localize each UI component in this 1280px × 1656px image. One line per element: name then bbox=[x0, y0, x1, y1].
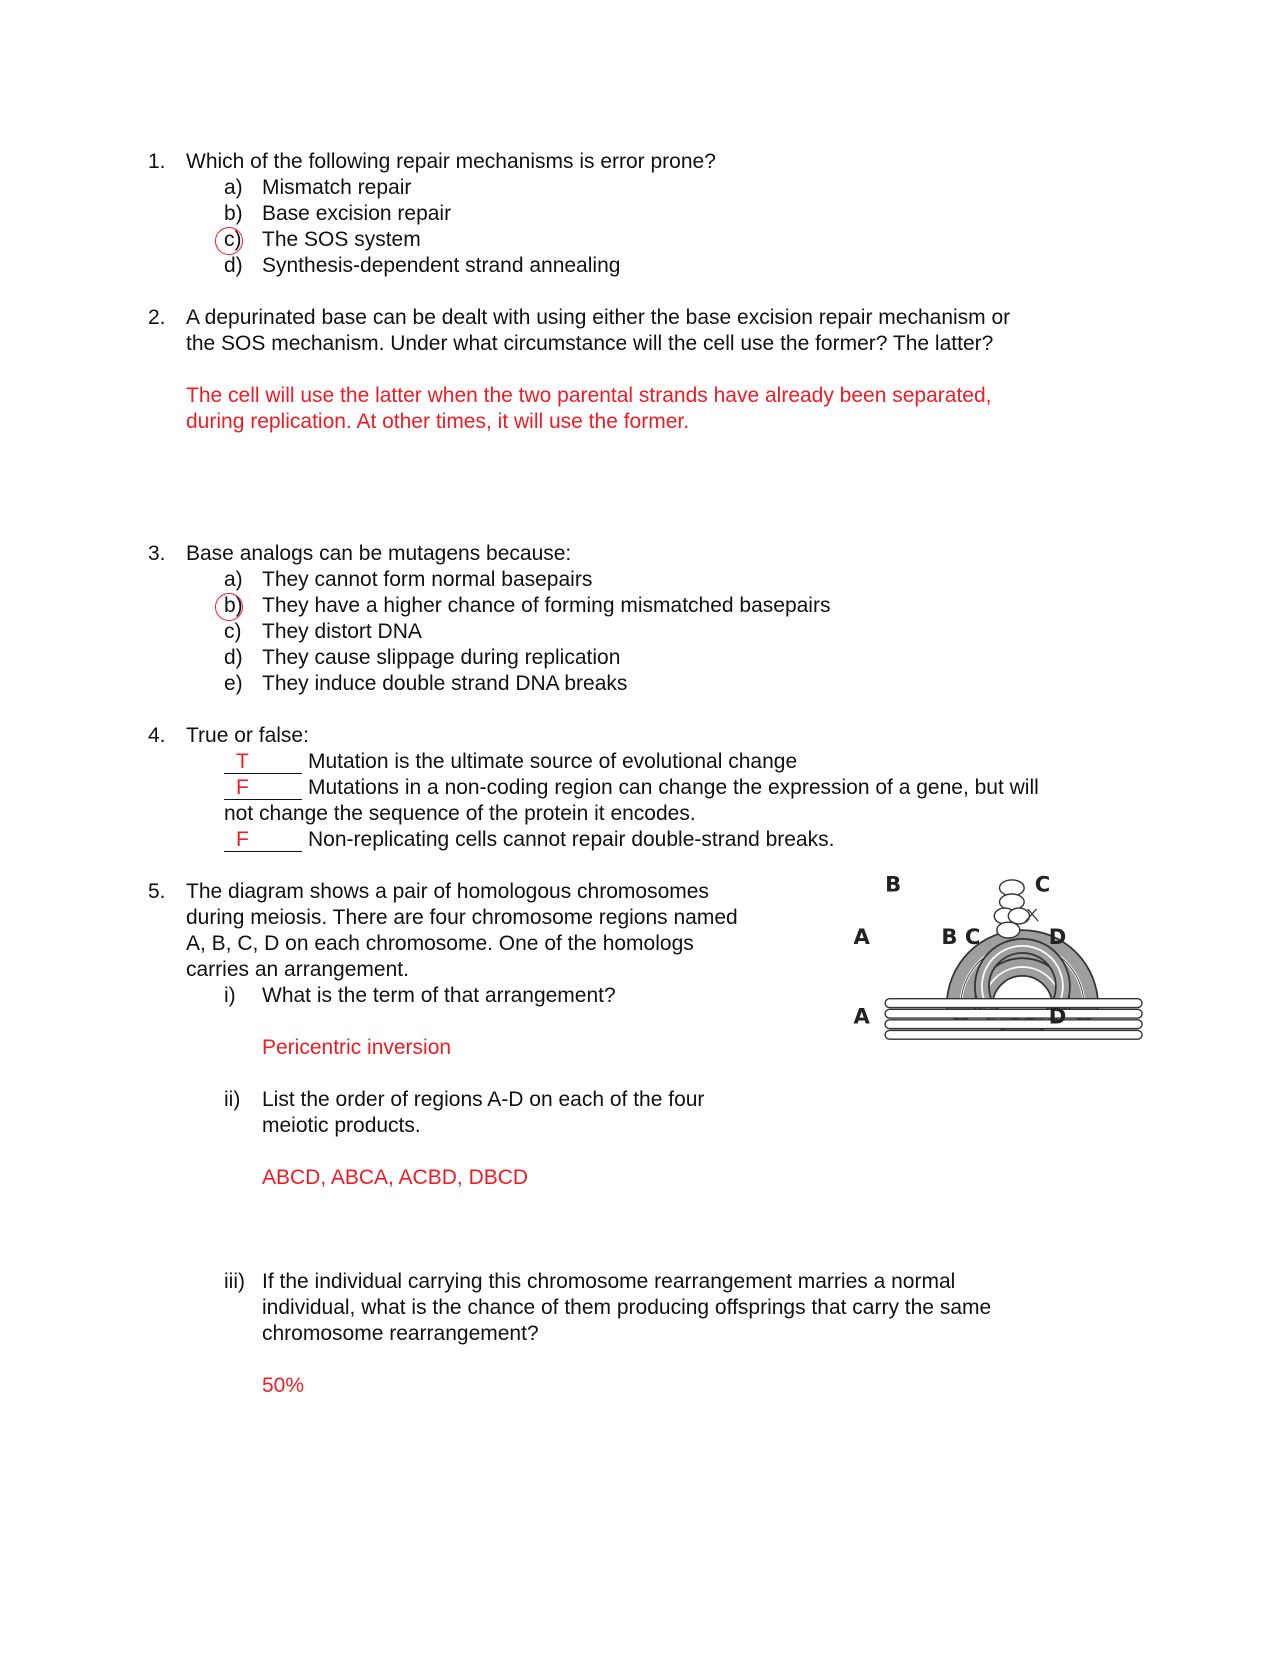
q5-part-i-answer: Pericentric inversion bbox=[262, 1036, 452, 1059]
q1-answer-circle bbox=[215, 227, 243, 255]
q3-option-e-letter: e) bbox=[224, 672, 243, 695]
q5-intro-line-1: The diagram shows a pair of homologous chromosomes bbox=[186, 880, 709, 903]
q1-option-d-letter: d) bbox=[224, 254, 243, 277]
q4-item-2-continuation: not change the sequence of the protein it encodes. bbox=[224, 802, 696, 825]
q1-option-a-letter: a) bbox=[224, 176, 243, 199]
q5-part-ii-numeral: ii) bbox=[224, 1088, 241, 1111]
q3-option-e: They induce double strand DNA breaks bbox=[262, 672, 628, 695]
q1-option-b-letter: b) bbox=[224, 202, 243, 225]
q4-item-2 bbox=[224, 776, 1039, 800]
q2-answer-line-2: during replication. At other times, it will use the former. bbox=[186, 410, 690, 433]
q4-number: 4. bbox=[148, 724, 166, 747]
q5-part-i-question: What is the term of that arrangement? bbox=[262, 984, 616, 1007]
q5-number: 5. bbox=[148, 880, 166, 903]
q1-number: 1. bbox=[148, 150, 166, 173]
q2-question-line-2: the SOS mechanism. Under what circumstance will the cell use the former? The latter? bbox=[186, 332, 994, 355]
q1-option-a: Mismatch repair bbox=[262, 176, 412, 199]
inversion-loop-diagram bbox=[846, 872, 1146, 1048]
q5-part-i-numeral: i) bbox=[224, 984, 236, 1007]
q5-part-iii-question-line-2: individual, what is the chance of them producing offsprings that carry the same bbox=[262, 1296, 992, 1319]
q5-part-ii-question-line-1: List the order of regions A-D on each of the four bbox=[262, 1088, 705, 1111]
q4-item-3-text: Non-replicating cells cannot repair double-strand breaks. bbox=[308, 828, 835, 851]
q5-part-ii-question-line-2: meiotic products. bbox=[262, 1114, 421, 1137]
q5-part-iii-question-line-3: chromosome rearrangement? bbox=[262, 1322, 539, 1345]
q2-number: 2. bbox=[148, 306, 166, 329]
q4-item-2-text: Mutations in a non-coding region can change the expression of a gene, but will bbox=[308, 776, 1039, 799]
q4-item-1 bbox=[224, 750, 797, 774]
label-b: B bbox=[885, 872, 902, 897]
q1-option-c: The SOS system bbox=[262, 228, 421, 251]
q5-part-iii-answer: 50% bbox=[262, 1374, 305, 1397]
q1-option-b: Base excision repair bbox=[262, 202, 452, 225]
q3-option-c: They distort DNA bbox=[262, 620, 422, 643]
q5-part-iii-question-line-1: If the individual carrying this chromosome rearrangement marries a normal bbox=[262, 1270, 956, 1293]
q5-part-ii-answer: ABCD, ABCA, ACBD, DBCD bbox=[262, 1166, 529, 1189]
q1-question: Which of the following repair mechanisms is error prone? bbox=[186, 150, 716, 173]
label-d-top: D bbox=[1048, 924, 1067, 950]
q4-item-3 bbox=[224, 828, 834, 852]
q5-intro-line-4: carries an arrangement. bbox=[186, 958, 409, 981]
q3-option-d-letter: d) bbox=[224, 646, 243, 669]
q4-question: True or false: bbox=[186, 724, 309, 747]
q4-item-3-answer[interactable]: F bbox=[224, 829, 302, 852]
q4-item-1-text: Mutation is the ultimate source of evolutional change bbox=[308, 750, 798, 773]
q4-item-1-answer[interactable]: T bbox=[224, 751, 302, 774]
q1-option-d: Synthesis-dependent strand annealing bbox=[262, 254, 621, 277]
q5-part-iii-numeral: iii) bbox=[224, 1270, 245, 1293]
label-d-bottom: D bbox=[1048, 1003, 1067, 1029]
q3-option-c-letter: c) bbox=[224, 620, 242, 643]
q1-option-c-letter: c) bbox=[224, 228, 242, 251]
q3-option-b-letter: b) bbox=[224, 594, 243, 617]
label-a-top: A bbox=[853, 924, 870, 950]
q3-option-a-letter: a) bbox=[224, 568, 243, 591]
q2-question-line-1: A depurinated base can be dealt with using either the base excision repair mechanism or bbox=[186, 306, 1011, 329]
q2-answer-line-1: The cell will use the latter when the two parental strands have already been separated, bbox=[186, 384, 992, 407]
q3-question: Base analogs can be mutagens because: bbox=[186, 542, 572, 565]
q5-intro-line-2: during meiosis. There are four chromosome regions named bbox=[186, 906, 738, 929]
q4-item-2-answer[interactable]: F bbox=[224, 777, 302, 800]
q3-option-b: They have a higher chance of forming mismatched basepairs bbox=[262, 594, 831, 617]
q3-answer-circle bbox=[215, 593, 243, 621]
q5-intro-line-3: A, B, C, D on each chromosome. One of the homologs bbox=[186, 932, 694, 955]
q3-number: 3. bbox=[148, 542, 166, 565]
label-c: C bbox=[1034, 872, 1051, 897]
label-inner: B C bbox=[941, 924, 981, 950]
label-a-bottom: A bbox=[853, 1003, 870, 1029]
q3-option-a: They cannot form normal basepairs bbox=[262, 568, 593, 591]
q3-option-d: They cause slippage during replication bbox=[262, 646, 621, 669]
